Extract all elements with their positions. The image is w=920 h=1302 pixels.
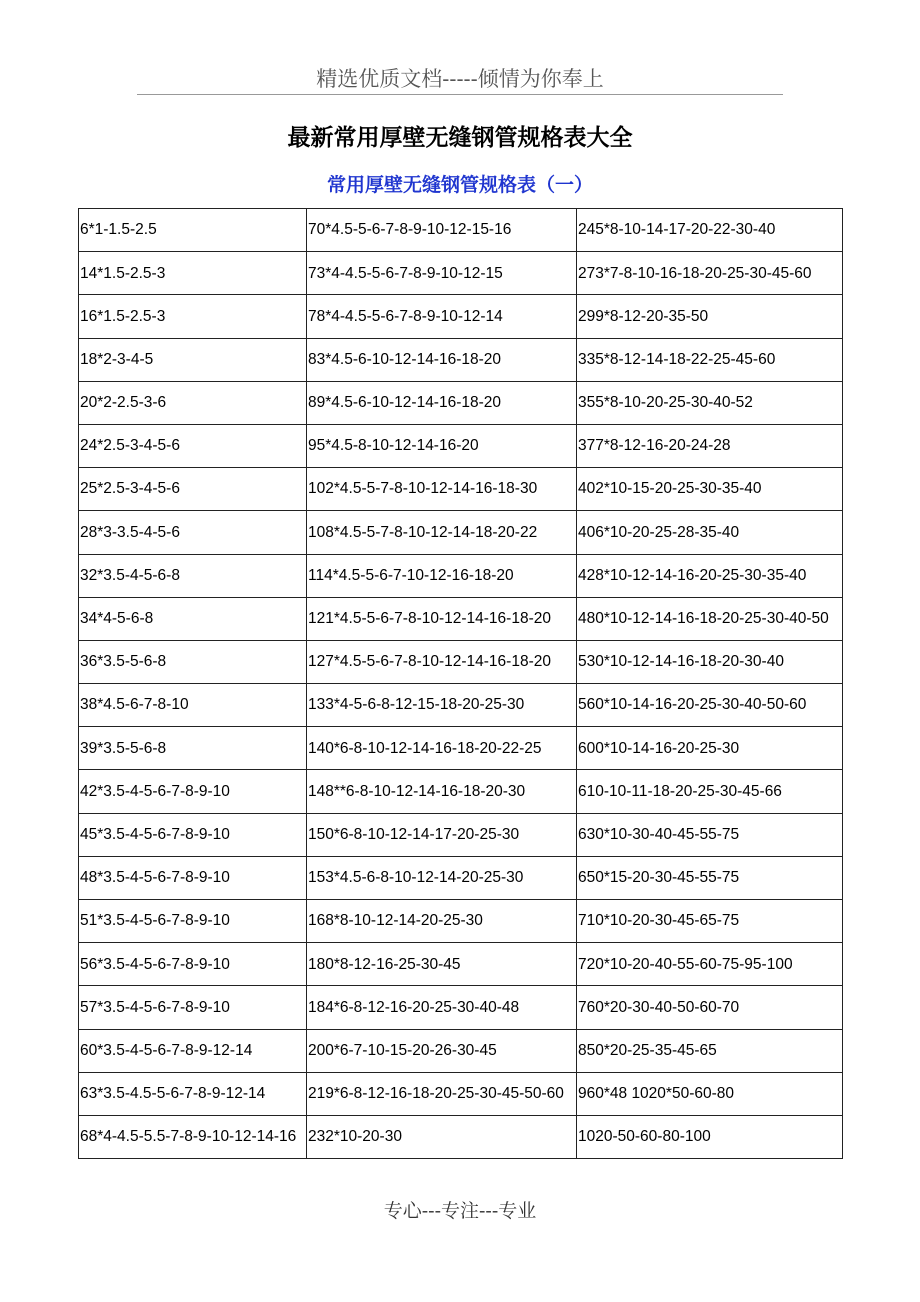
table-row — [79, 295, 843, 338]
table-row — [79, 813, 843, 856]
table-row — [79, 209, 843, 252]
table-cell: 760*20-30-40-50-60-70 — [577, 986, 843, 1029]
table-cell: 108*4.5-5-7-8-10-12-14-18-20-22 — [307, 511, 577, 554]
table-cell: 150*6-8-10-12-14-17-20-25-30 — [307, 813, 577, 856]
document-title: 最新常用厚壁无缝钢管规格表大全 — [287, 125, 633, 151]
table-cell: 39*3.5-5-6-8 — [79, 727, 307, 770]
table-cell: 180*8-12-16-25-30-45 — [307, 943, 577, 986]
table-row — [79, 468, 843, 511]
table-cell: 219*6-8-12-16-18-20-25-30-45-50-60 — [307, 1072, 577, 1115]
table-row — [79, 900, 843, 943]
table-cell: 299*8-12-20-35-50 — [577, 295, 843, 338]
pipe-spec-table — [78, 208, 843, 1159]
header-divider — [137, 94, 783, 95]
table-row — [79, 1029, 843, 1072]
table-cell: 650*15-20-30-45-55-75 — [577, 856, 843, 899]
table-cell: 28*3-3.5-4-5-6 — [79, 511, 307, 554]
table-cell: 18*2-3-4-5 — [79, 338, 307, 381]
page-header: 精选优质文档-----倾情为你奉上 — [316, 67, 604, 91]
table-cell: 51*3.5-4-5-6-7-8-9-10 — [79, 900, 307, 943]
table-cell: 850*20-25-35-45-65 — [577, 1029, 843, 1072]
table-cell: 102*4.5-5-7-8-10-12-14-16-18-30 — [307, 468, 577, 511]
pipe-spec-table-body — [79, 209, 843, 1159]
table-cell: 377*8-12-16-20-24-28 — [577, 424, 843, 467]
table-cell: 83*4.5-6-10-12-14-16-18-20 — [307, 338, 577, 381]
table-cell: 184*6-8-12-16-20-25-30-40-48 — [307, 986, 577, 1029]
table-cell: 42*3.5-4-5-6-7-8-9-10 — [79, 770, 307, 813]
table-cell: 63*3.5-4.5-5-6-7-8-9-12-14 — [79, 1072, 307, 1115]
table-caption: 常用厚壁无缝钢管规格表（一） — [326, 174, 593, 196]
table-row — [79, 554, 843, 597]
table-cell: 78*4-4.5-5-6-7-8-9-10-12-14 — [307, 295, 577, 338]
table-cell: 560*10-14-16-20-25-30-40-50-60 — [577, 684, 843, 727]
table-row — [79, 511, 843, 554]
table-cell: 95*4.5-8-10-12-14-16-20 — [307, 424, 577, 467]
table-cell: 127*4.5-5-6-7-8-10-12-14-16-18-20 — [307, 640, 577, 683]
table-cell: 428*10-12-14-16-20-25-30-35-40 — [577, 554, 843, 597]
table-cell: 245*8-10-14-17-20-22-30-40 — [577, 209, 843, 252]
table-cell: 273*7-8-10-16-18-20-25-30-45-60 — [577, 252, 843, 295]
table-cell: 133*4-5-6-8-12-15-18-20-25-30 — [307, 684, 577, 727]
table-cell: 720*10-20-40-55-60-75-95-100 — [577, 943, 843, 986]
table-cell: 45*3.5-4-5-6-7-8-9-10 — [79, 813, 307, 856]
table-row — [79, 381, 843, 424]
table-row — [79, 943, 843, 986]
table-cell: 32*3.5-4-5-6-8 — [79, 554, 307, 597]
table-cell: 70*4.5-5-6-7-8-9-10-12-15-16 — [307, 209, 577, 252]
table-cell: 530*10-12-14-16-18-20-30-40 — [577, 640, 843, 683]
table-row — [79, 640, 843, 683]
page-footer: 专心---专注---专业 — [383, 1200, 537, 1222]
table-row — [79, 684, 843, 727]
table-cell: 36*3.5-5-6-8 — [79, 640, 307, 683]
table-row — [79, 770, 843, 813]
table-cell: 121*4.5-5-6-7-8-10-12-14-16-18-20 — [307, 597, 577, 640]
table-cell: 57*3.5-4-5-6-7-8-9-10 — [79, 986, 307, 1029]
table-row — [79, 424, 843, 467]
table-row — [79, 727, 843, 770]
table-cell: 24*2.5-3-4-5-6 — [79, 424, 307, 467]
table-cell: 6*1-1.5-2.5 — [79, 209, 307, 252]
table-cell: 114*4.5-5-6-7-10-12-16-18-20 — [307, 554, 577, 597]
table-row — [79, 252, 843, 295]
table-row — [79, 338, 843, 381]
table-cell: 200*6-7-10-15-20-26-30-45 — [307, 1029, 577, 1072]
table-cell: 140*6-8-10-12-14-16-18-20-22-25 — [307, 727, 577, 770]
table-cell: 232*10-20-30 — [307, 1115, 577, 1158]
table-cell: 38*4.5-6-7-8-10 — [79, 684, 307, 727]
table-cell: 960*48 1020*50-60-80 — [577, 1072, 843, 1115]
table-cell: 402*10-15-20-25-30-35-40 — [577, 468, 843, 511]
table-cell: 34*4-5-6-8 — [79, 597, 307, 640]
table-cell: 148**6-8-10-12-14-16-18-20-30 — [307, 770, 577, 813]
table-row — [79, 597, 843, 640]
table-cell: 480*10-12-14-16-18-20-25-30-40-50 — [577, 597, 843, 640]
table-cell: 168*8-10-12-14-20-25-30 — [307, 900, 577, 943]
table-cell: 153*4.5-6-8-10-12-14-20-25-30 — [307, 856, 577, 899]
table-cell: 406*10-20-25-28-35-40 — [577, 511, 843, 554]
table-cell: 73*4-4.5-5-6-7-8-9-10-12-15 — [307, 252, 577, 295]
table-row — [79, 986, 843, 1029]
table-cell: 16*1.5-2.5-3 — [79, 295, 307, 338]
table-cell: 630*10-30-40-45-55-75 — [577, 813, 843, 856]
table-cell: 25*2.5-3-4-5-6 — [79, 468, 307, 511]
table-cell: 14*1.5-2.5-3 — [79, 252, 307, 295]
table-cell: 89*4.5-6-10-12-14-16-18-20 — [307, 381, 577, 424]
table-cell: 335*8-12-14-18-22-25-45-60 — [577, 338, 843, 381]
table-cell: 20*2-2.5-3-6 — [79, 381, 307, 424]
table-row — [79, 1115, 843, 1158]
table-row — [79, 1072, 843, 1115]
table-cell: 48*3.5-4-5-6-7-8-9-10 — [79, 856, 307, 899]
table-cell: 600*10-14-16-20-25-30 — [577, 727, 843, 770]
table-cell: 610-10-11-18-20-25-30-45-66 — [577, 770, 843, 813]
table-cell: 1020-50-60-80-100 — [577, 1115, 843, 1158]
table-cell: 355*8-10-20-25-30-40-52 — [577, 381, 843, 424]
table-cell: 710*10-20-30-45-65-75 — [577, 900, 843, 943]
table-cell: 60*3.5-4-5-6-7-8-9-12-14 — [79, 1029, 307, 1072]
table-row — [79, 856, 843, 899]
table-cell: 56*3.5-4-5-6-7-8-9-10 — [79, 943, 307, 986]
table-cell: 68*4-4.5-5.5-7-8-9-10-12-14-16 — [79, 1115, 307, 1158]
